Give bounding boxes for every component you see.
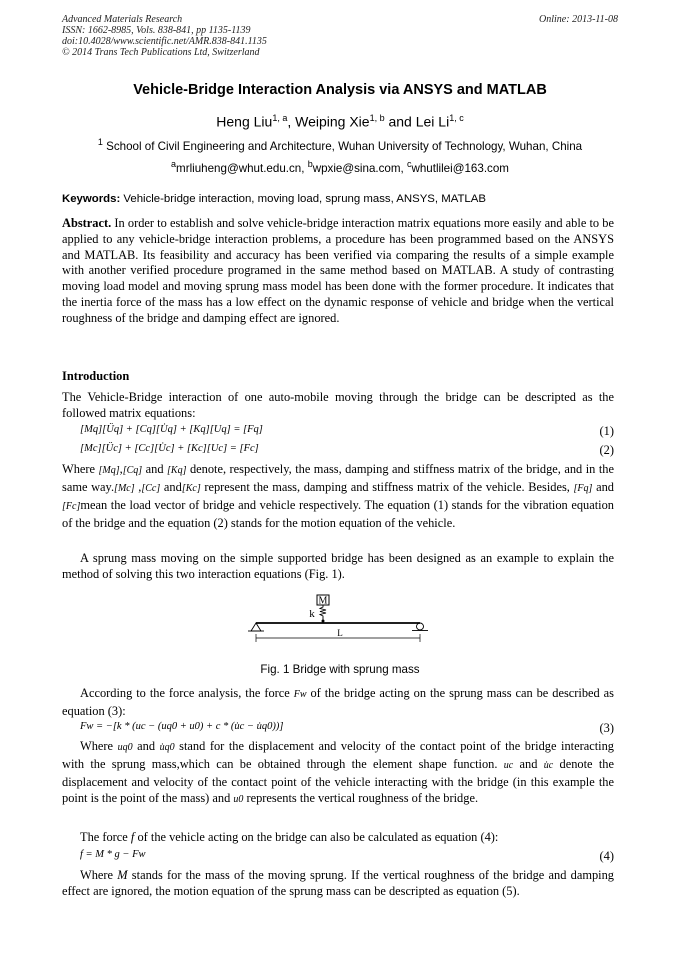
abstract-text: In order to establish and solve vehicle-bridge interaction matrix equations more easily and able to be applied to any vehicle-bridge interaction problems, a procedure has been programmed based on the ANSYS and MATLAB. Its feasibility and accuracy has been verified via comparing the results of a simple example with another verified procedure programed in the same method based on MATLAB. A study of contrasting moving load model and moving sprung mass model has been done with the former procedure. It indicates that the inertia force of the mass has a low effect on the dynamic response of vehicle and bridge when the vertical roughness of the bridge and damping effect are ignored.: [62, 216, 614, 325]
text-run: Where: [80, 739, 118, 753]
text-run: Where: [80, 868, 118, 882]
intro-paragraph: The Vehicle-Bridge interaction of one auto-mobile moving through the bridge can be descripted as the followed matrix equations:: [62, 390, 614, 420]
text-run: stand for the displacement and velocity of the contact point of the bridge interacting with the sprung mass,which can be obtained through the element shape function.: [62, 739, 614, 771]
mass-label: M: [318, 595, 328, 607]
symbol: M: [117, 868, 128, 882]
text-run: According to the force analysis, the force: [80, 686, 294, 700]
symbol: u0: [233, 794, 244, 805]
email-sup: b: [307, 159, 313, 169]
text-run: and: [513, 757, 544, 771]
symbol: [Mq]: [98, 465, 120, 476]
online-date: Online: 2013-11-08: [539, 14, 618, 25]
author-affil-sup: 1, b: [369, 113, 385, 123]
symbol: [Kc]: [181, 483, 201, 494]
doi-line: doi:10.4028/www.scientific.net/AMR.838-841.1135: [62, 36, 267, 47]
author-affil-sup: 1, c: [449, 113, 464, 123]
copyright-line: © 2014 Trans Tech Publications Ltd, Switzerland: [62, 47, 260, 58]
keywords-text: Vehicle-bridge interaction, moving load, sprung mass, ANSYS, MATLAB: [120, 193, 486, 205]
text-run: stands for the mass of the moving sprung. If the vertical roughness of the bridge and damping effect are ignored, the motion equation of the sprung mass can be descripted as equation (5).: [62, 868, 614, 898]
intro-paragraph: [62, 685, 614, 719]
equation-text: f = M * g − Fw: [80, 849, 146, 860]
intro-paragraph: [62, 738, 614, 808]
contact-point: [322, 620, 325, 623]
symbol: [Cq]: [122, 465, 143, 476]
text-run: mean the load vector of bridge and vehicle respectively. The equation (1) stands for the vibration equation of the bridge and the equation (2) stands for the motion equation of the vehicle.: [62, 498, 614, 530]
symbol: uq0: [117, 742, 133, 753]
affiliation-text: School of Civil Engineering and Architecture, Wuhan University of Technology, Wuhan, China: [102, 139, 583, 153]
equation-number: (4): [599, 849, 614, 863]
affiliation-sup: 1: [97, 137, 103, 147]
symbol: [Mc]: [114, 483, 135, 494]
equation-text: [Mc][Üc] + [Cc][U̇c] + [Kc][Uc] = [Fc]: [80, 443, 259, 454]
text-run: represent the mass, damping and stiffness matrix of the vehicle. Besides,: [200, 480, 574, 494]
abstract: [62, 216, 614, 327]
symbol: [Kq]: [167, 465, 187, 476]
email-sup: c: [406, 159, 412, 169]
keywords-label: Keywords:: [62, 193, 121, 205]
section-heading: Introduction: [62, 369, 130, 383]
author-name: Heng Liu: [216, 113, 273, 130]
symbol: uc: [503, 760, 514, 771]
issn-line: ISSN: 1662-8985, Vols. 838-841, pp 1135-1139: [62, 25, 251, 36]
intro-paragraph: A sprung mass moving on the simple supported bridge has been designed as an example to explain the method of solving this two interaction equations (Fig. 1).: [62, 551, 614, 581]
intro-paragraph: [62, 461, 614, 531]
text-run: represents the vertical roughness of the bridge.: [243, 791, 479, 805]
text-run: and: [132, 739, 160, 753]
symbol: f: [130, 830, 135, 844]
symbol: [Fc]: [62, 501, 81, 512]
symbol: u̇c: [543, 760, 554, 771]
author-name: Weiping Xie: [295, 113, 370, 130]
equation-4: [80, 849, 614, 864]
equation-2: [80, 443, 614, 458]
symbol: Fw: [293, 689, 307, 700]
abstract-label: Abstract.: [62, 216, 112, 230]
symbol: [Fq]: [573, 483, 593, 494]
intro-paragraph: [62, 867, 614, 899]
figure-bridge-sprung-mass: [240, 592, 440, 652]
text-run: and: [592, 480, 614, 494]
figure-caption: Fig. 1 Bridge with sprung mass: [260, 663, 420, 676]
intro-paragraph: [62, 829, 614, 845]
spring-icon: [320, 605, 326, 620]
text-run: The force: [80, 830, 131, 844]
pin-support-icon: [251, 623, 261, 631]
spring-label: k: [309, 608, 315, 620]
symbol: [Cc]: [141, 483, 161, 494]
email-address[interactable]: mrliuheng@whut.edu.cn,: [176, 161, 308, 175]
paper-title: Vehicle-Bridge Interaction Analysis via ANSYS and MATLAB: [133, 82, 547, 98]
roller-support-icon: [417, 623, 424, 630]
email-list: [62, 159, 618, 175]
email-address[interactable]: wpxie@sina.com,: [312, 161, 407, 175]
equation-number: (3): [599, 721, 614, 735]
text-run: ,: [134, 480, 142, 494]
email-address[interactable]: whutlilei@163.com: [411, 161, 509, 175]
equation-3: [80, 721, 614, 736]
journal-header: [62, 14, 618, 58]
text-run: and: [142, 462, 168, 476]
author-separator: and: [384, 113, 416, 130]
author-name: Lei Li: [415, 113, 450, 130]
author-separator: ,: [287, 113, 296, 130]
text-run: Where: [62, 462, 99, 476]
text-run: ,: [119, 462, 123, 476]
author-affil-sup: 1, a: [272, 113, 288, 123]
text-run: of the bridge acting on the sprung mass can be described as equation (3):: [62, 686, 614, 718]
journal-name: Advanced Materials Research: [62, 14, 183, 25]
equation-1: [80, 424, 614, 439]
keywords: [62, 193, 618, 205]
text-run: denote, respectively, the mass, damping and stiffness matrix of the bridge, and in the same way.: [62, 462, 614, 494]
span-label: L: [337, 628, 343, 638]
equation-text: [Mq][Üq] + [Cq][U̇q] + [Kq][Uq] = [Fq]: [80, 424, 263, 435]
equation-number: (2): [599, 443, 614, 457]
text-run: of the vehicle acting on the bridge can also be calculated as equation (4):: [134, 830, 499, 844]
symbol: u̇q0: [159, 742, 175, 753]
affiliation: [62, 137, 618, 153]
equation-text: Fw = −[k * (uc − (uq0 + u0) + c * (u̇c − u̇q0))]: [80, 721, 284, 732]
text-run: and: [160, 480, 182, 494]
text-run: denote the displacement and velocity of the contact point of the vehicle interacting with the bridge (in this example the point is the point of the mass) and: [62, 757, 614, 805]
email-sup: a: [171, 159, 177, 169]
equation-number: (1): [599, 424, 614, 438]
author-list: [62, 113, 618, 130]
